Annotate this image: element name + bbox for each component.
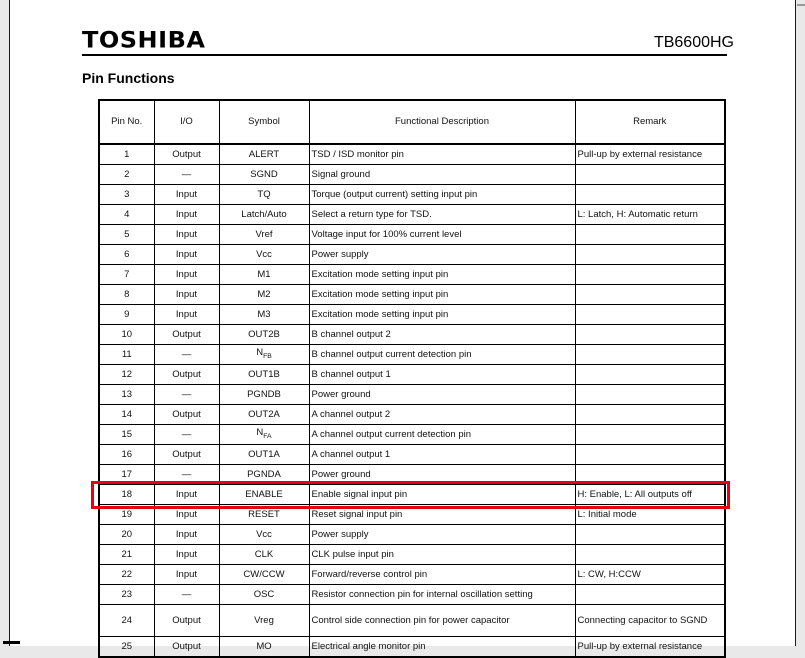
pin-number-cell: 5 — [99, 225, 154, 245]
description-cell: Power ground — [309, 465, 575, 485]
pin-row-11 — [99, 345, 725, 365]
io-cell: Output — [154, 637, 219, 658]
symbol-cell: M1 — [219, 265, 309, 285]
remark-cell — [575, 165, 725, 185]
io-cell: Input — [154, 485, 219, 505]
symbol-cell: OUT2B — [219, 325, 309, 345]
symbol-cell: OUT2A — [219, 405, 309, 425]
remark-cell — [575, 465, 725, 485]
io-cell: Input — [154, 545, 219, 565]
remark-cell — [575, 545, 725, 565]
remark-cell: H: Enable, L: All outputs off — [575, 485, 725, 505]
pin-number-cell: 9 — [99, 305, 154, 325]
pin-number-cell: 24 — [99, 605, 154, 637]
pin-number-cell: 7 — [99, 265, 154, 285]
remark-cell — [575, 585, 725, 605]
pin-row-13 — [99, 385, 725, 405]
section-title: Pin Functions — [82, 70, 175, 86]
symbol-cell: Latch/Auto — [219, 205, 309, 225]
remark-cell — [575, 265, 725, 285]
io-cell: Input — [154, 265, 219, 285]
remark-cell — [575, 305, 725, 325]
remark-cell: Pull-up by external resistance — [575, 637, 725, 658]
io-cell: Input — [154, 225, 219, 245]
pin-number-cell: 22 — [99, 565, 154, 585]
remark-cell: L: CW, H:CCW — [575, 565, 725, 585]
pin-row-24 — [99, 605, 725, 637]
description-cell: A channel output 1 — [309, 445, 575, 465]
pin-row-8 — [99, 285, 725, 305]
table-body — [99, 144, 725, 657]
symbol-cell: ALERT — [219, 144, 309, 165]
io-cell: Output — [154, 605, 219, 637]
description-cell: Resistor connection pin for internal oscillation setting — [309, 585, 575, 605]
io-cell: Input — [154, 205, 219, 225]
symbol-cell: TQ — [219, 185, 309, 205]
description-cell: Excitation mode setting input pin — [309, 305, 575, 325]
description-cell: Torque (output current) setting input pin — [309, 185, 575, 205]
description-cell: Reset signal input pin — [309, 505, 575, 525]
pin-row-23 — [99, 585, 725, 605]
description-cell: Voltage input for 100% current level — [309, 225, 575, 245]
pin-row-7 — [99, 265, 725, 285]
remark-cell — [575, 225, 725, 245]
io-cell: Output — [154, 144, 219, 165]
description-cell: Power ground — [309, 385, 575, 405]
symbol-cell: Vcc — [219, 245, 309, 265]
column-header: Functional Description — [309, 100, 575, 144]
pin-number-cell: 10 — [99, 325, 154, 345]
io-cell: — — [154, 465, 219, 485]
description-cell: Power supply — [309, 525, 575, 545]
page-bottom-border-stub — [3, 641, 20, 644]
symbol-cell: $N_{FA}$ — [219, 425, 309, 445]
pin-number-cell: 20 — [99, 525, 154, 545]
pin-functions-table — [98, 99, 726, 658]
description-cell: Control side connection pin for power capacitor — [309, 605, 575, 637]
symbol-cell: Vref — [219, 225, 309, 245]
pin-number-cell: 18 — [99, 485, 154, 505]
pin-row-20 — [99, 525, 725, 545]
io-cell: Input — [154, 185, 219, 205]
description-cell: B channel output 1 — [309, 365, 575, 385]
pin-row-21 — [99, 545, 725, 565]
pin-number-cell: 15 — [99, 425, 154, 445]
description-cell: B channel output current detection pin — [309, 345, 575, 365]
symbol-cell: MO — [219, 637, 309, 658]
io-cell: Output — [154, 325, 219, 345]
symbol-cell: OSC — [219, 585, 309, 605]
io-cell: — — [154, 165, 219, 185]
io-cell: — — [154, 345, 219, 365]
symbol-cell: CLK — [219, 545, 309, 565]
description-cell: B channel output 2 — [309, 325, 575, 345]
symbol-cell: PGNDB — [219, 385, 309, 405]
io-cell: Input — [154, 305, 219, 325]
symbol-cell: RESET — [219, 505, 309, 525]
description-cell: Select a return type for TSD. — [309, 205, 575, 225]
description-cell: Electrical angle monitor pin — [309, 637, 575, 658]
io-cell: Input — [154, 285, 219, 305]
description-cell: Forward/reverse control pin — [309, 565, 575, 585]
description-cell: Excitation mode setting input pin — [309, 265, 575, 285]
header-row — [99, 100, 725, 144]
remark-cell — [575, 285, 725, 305]
pin-number-cell: 3 — [99, 185, 154, 205]
pin-row-17 — [99, 465, 725, 485]
symbol-cell: SGND — [219, 165, 309, 185]
pin-number-cell: 1 — [99, 144, 154, 165]
io-cell: Input — [154, 565, 219, 585]
pin-row-14 — [99, 405, 725, 425]
pin-number-cell: 2 — [99, 165, 154, 185]
pin-row-2 — [99, 165, 725, 185]
symbol-cell: OUT1B — [219, 365, 309, 385]
io-cell: — — [154, 585, 219, 605]
io-cell: Output — [154, 405, 219, 425]
io-cell: — — [154, 385, 219, 405]
io-cell: Output — [154, 445, 219, 465]
remark-cell — [575, 325, 725, 345]
pin-number-cell: 11 — [99, 345, 154, 365]
pin-number-cell: 4 — [99, 205, 154, 225]
pin-number-cell: 12 — [99, 365, 154, 385]
pin-row-5 — [99, 225, 725, 245]
remark-cell — [575, 405, 725, 425]
pin-row-22 — [99, 565, 725, 585]
datasheet-page — [9, 0, 796, 652]
header-rule — [82, 54, 727, 56]
pin-row-6 — [99, 245, 725, 265]
pin-row-3 — [99, 185, 725, 205]
pin-number-cell: 25 — [99, 637, 154, 658]
symbol-cell: Vreg — [219, 605, 309, 637]
pin-number-cell: 14 — [99, 405, 154, 425]
pin-row-12 — [99, 365, 725, 385]
remark-cell — [575, 365, 725, 385]
description-cell: Enable signal input pin — [309, 485, 575, 505]
remark-cell — [575, 385, 725, 405]
symbol-cell: OUT1A — [219, 445, 309, 465]
pin-number-cell: 19 — [99, 505, 154, 525]
pin-row-1 — [99, 144, 725, 165]
pin-number-cell: 23 — [99, 585, 154, 605]
description-cell: Excitation mode setting input pin — [309, 285, 575, 305]
description-cell: TSD / ISD monitor pin — [309, 144, 575, 165]
remark-cell: L: Initial mode — [575, 505, 725, 525]
remark-cell — [575, 185, 725, 205]
pin-number-cell: 8 — [99, 285, 154, 305]
column-header: Symbol — [219, 100, 309, 144]
pin-number-cell: 17 — [99, 465, 154, 485]
io-cell: Input — [154, 505, 219, 525]
remark-cell — [575, 425, 725, 445]
remark-cell: L: Latch, H: Automatic return — [575, 205, 725, 225]
pin-row-15 — [99, 425, 725, 445]
io-cell: — — [154, 425, 219, 445]
symbol-cell: CW/CCW — [219, 565, 309, 585]
io-cell: Input — [154, 525, 219, 545]
column-header: Pin No. — [99, 100, 154, 144]
pin-number-cell: 6 — [99, 245, 154, 265]
description-cell: CLK pulse input pin — [309, 545, 575, 565]
part-number: TB6600HG — [653, 34, 734, 51]
symbol-cell: PGNDA — [219, 465, 309, 485]
symbol-cell: M3 — [219, 305, 309, 325]
symbol-cell: ENABLE — [219, 485, 309, 505]
pin-row-4 — [99, 205, 725, 225]
remark-cell — [575, 345, 725, 365]
pin-row-25 — [99, 637, 725, 658]
column-header: I/O — [154, 100, 219, 144]
remark-cell — [575, 245, 725, 265]
symbol-cell: M2 — [219, 285, 309, 305]
page-top-border-stub — [797, 4, 805, 6]
remark-cell: Connecting capacitor to SGND — [575, 605, 725, 637]
description-cell: A channel output current detection pin — [309, 425, 575, 445]
symbol-cell: Vcc — [219, 525, 309, 545]
description-cell: Signal ground — [309, 165, 575, 185]
description-cell: A channel output 2 — [309, 405, 575, 425]
pin-row-16 — [99, 445, 725, 465]
pin-number-cell: 16 — [99, 445, 154, 465]
pin-number-cell: 13 — [99, 385, 154, 405]
pin-row-19 — [99, 505, 725, 525]
io-cell: Input — [154, 245, 219, 265]
column-header: Remark — [575, 100, 725, 144]
pin-row-10 — [99, 325, 725, 345]
table-header — [99, 100, 725, 144]
pin-number-cell: 21 — [99, 545, 154, 565]
pin-row-9 — [99, 305, 725, 325]
remark-cell — [575, 525, 725, 545]
pin-row-18 — [99, 485, 725, 505]
remark-cell — [575, 445, 725, 465]
remark-cell: Pull-up by external resistance — [575, 144, 725, 165]
io-cell: Output — [154, 365, 219, 385]
symbol-cell: $N_{FB}$ — [219, 345, 309, 365]
toshiba-logo: TOSHIBA — [82, 27, 206, 53]
description-cell: Power supply — [309, 245, 575, 265]
